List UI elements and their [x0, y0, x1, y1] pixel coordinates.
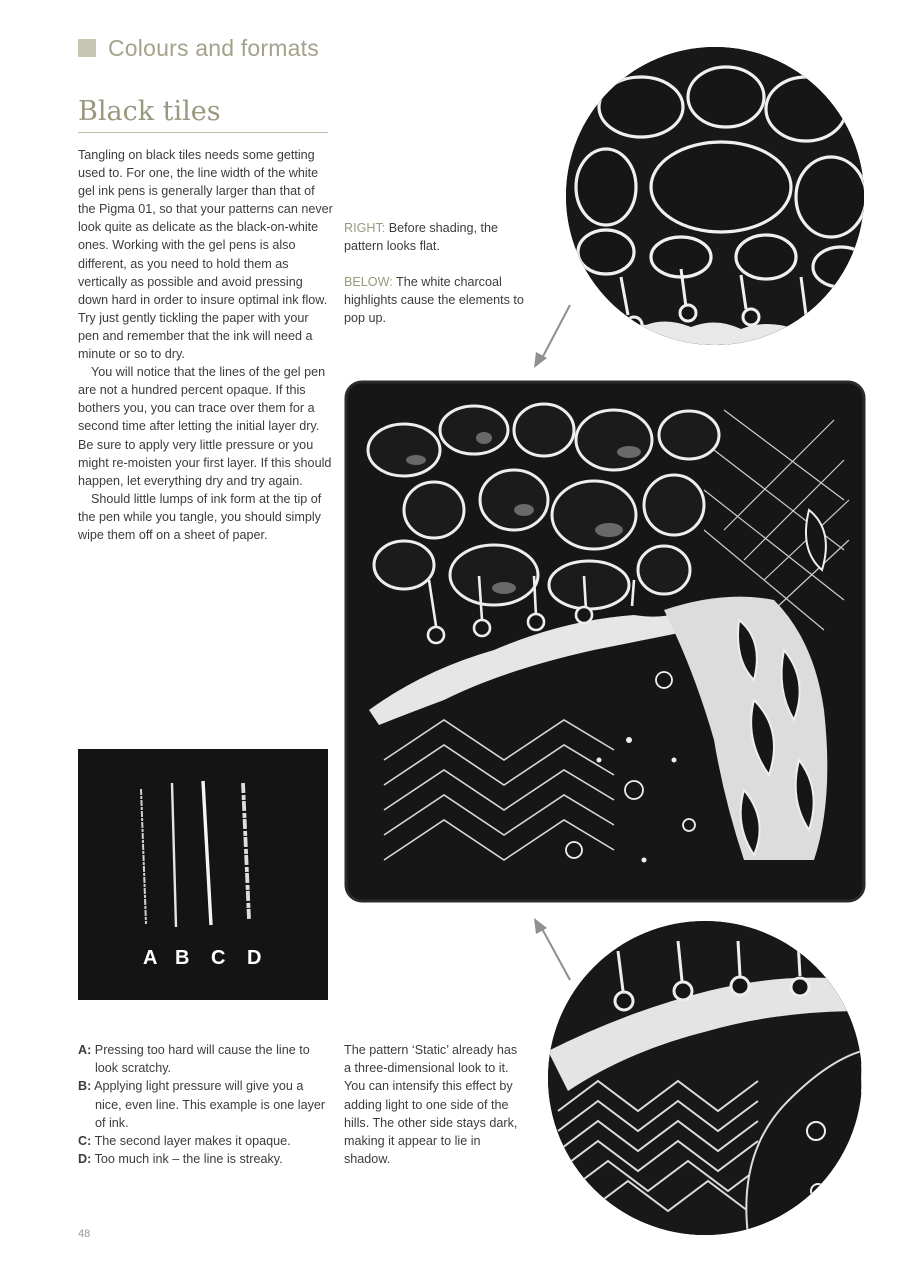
- body-text: [78, 146, 333, 544]
- caption-right-text: Before shading, the pattern looks flat.: [344, 221, 499, 254]
- body-paragraph-2: You will notice that the lines of the gel pen are not a hundred percent opaque. If this bothers you, you can trace over them for a second time after letting the initial layer dry. Be sure to apply very little pressure or you might re-moisten your first layer. If this should happen, let everything dry and try again.: [78, 365, 332, 488]
- arrow-line-down: [540, 925, 570, 980]
- detail-bottom-illustration: [548, 921, 862, 1235]
- body-paragraph-3: Should little lumps of ink form at the tip of the pen while you tangle, you should simply wipe them off on a sheet of paper.: [78, 491, 322, 542]
- line-label-a: A: [143, 947, 158, 969]
- line-label-c: C: [211, 947, 226, 969]
- legend-item-a: A: Pressing too hard will cause the line to look scratchy.: [78, 1043, 310, 1076]
- arrow-up-head: [534, 352, 547, 368]
- body-paragraph-1: Tangling on black tiles needs some getting used to. For one, the line width of the white gel ink pens is generally larger than that of the Pigma 01, so that your patterns can never look quite as delicate as the black-on-white ones. Working with the gel pens is also different, as you need to hold them as vertically as possible and avoid pressing down hard in order to insure optimal ink flow. Try just gently tickling the paper with your pen and remember that the ink will need a minute or so to dry.: [78, 148, 333, 362]
- caption-right-label: RIGHT:: [344, 221, 386, 235]
- detail-top-illustration: [566, 47, 864, 345]
- arrow-down-head: [534, 918, 547, 934]
- section-marker: [78, 39, 96, 57]
- arrow-line-up: [540, 305, 570, 362]
- caption-right: [344, 219, 524, 255]
- caption-static: The pattern ‘Static’ already has a three-dimensional look to it. You can intensify this effect by adding light to one side of the hills. The other side stays dark, making it appear to lie in shadow.: [344, 1043, 518, 1167]
- section-title: Colours and formats: [108, 35, 319, 61]
- detail-circle-bottom: [548, 921, 862, 1235]
- tile-illustration: [344, 380, 866, 903]
- legend-item-b: B: Applying light pressure will give you a nice, even line. This example is one layer of ink.: [78, 1079, 326, 1130]
- line-sample-panel: [78, 749, 328, 1000]
- legend-item-c: C: The second layer makes it opaque.: [78, 1134, 291, 1149]
- line-sample-b: [172, 783, 176, 927]
- heading-rule: [78, 132, 328, 133]
- line-label-d: D: [247, 947, 262, 969]
- caption-below-text: The white charcoal highlights cause the elements to pop up.: [344, 275, 524, 326]
- line-sample-a: [141, 789, 146, 924]
- page-number: 48: [78, 1228, 91, 1240]
- line-label-b: B: [175, 947, 190, 969]
- caption-below-label: BELOW:: [344, 275, 393, 289]
- page-heading: Black tiles: [78, 96, 221, 127]
- legend: [78, 1041, 328, 1168]
- line-sample-c: [203, 781, 211, 925]
- detail-circle-top: [566, 47, 864, 345]
- line-sample-strokes: [78, 749, 328, 1000]
- caption-below: [344, 273, 524, 328]
- line-sample-d: [243, 783, 249, 919]
- legend-item-d: D: Too much ink – the line is streaky.: [78, 1152, 283, 1167]
